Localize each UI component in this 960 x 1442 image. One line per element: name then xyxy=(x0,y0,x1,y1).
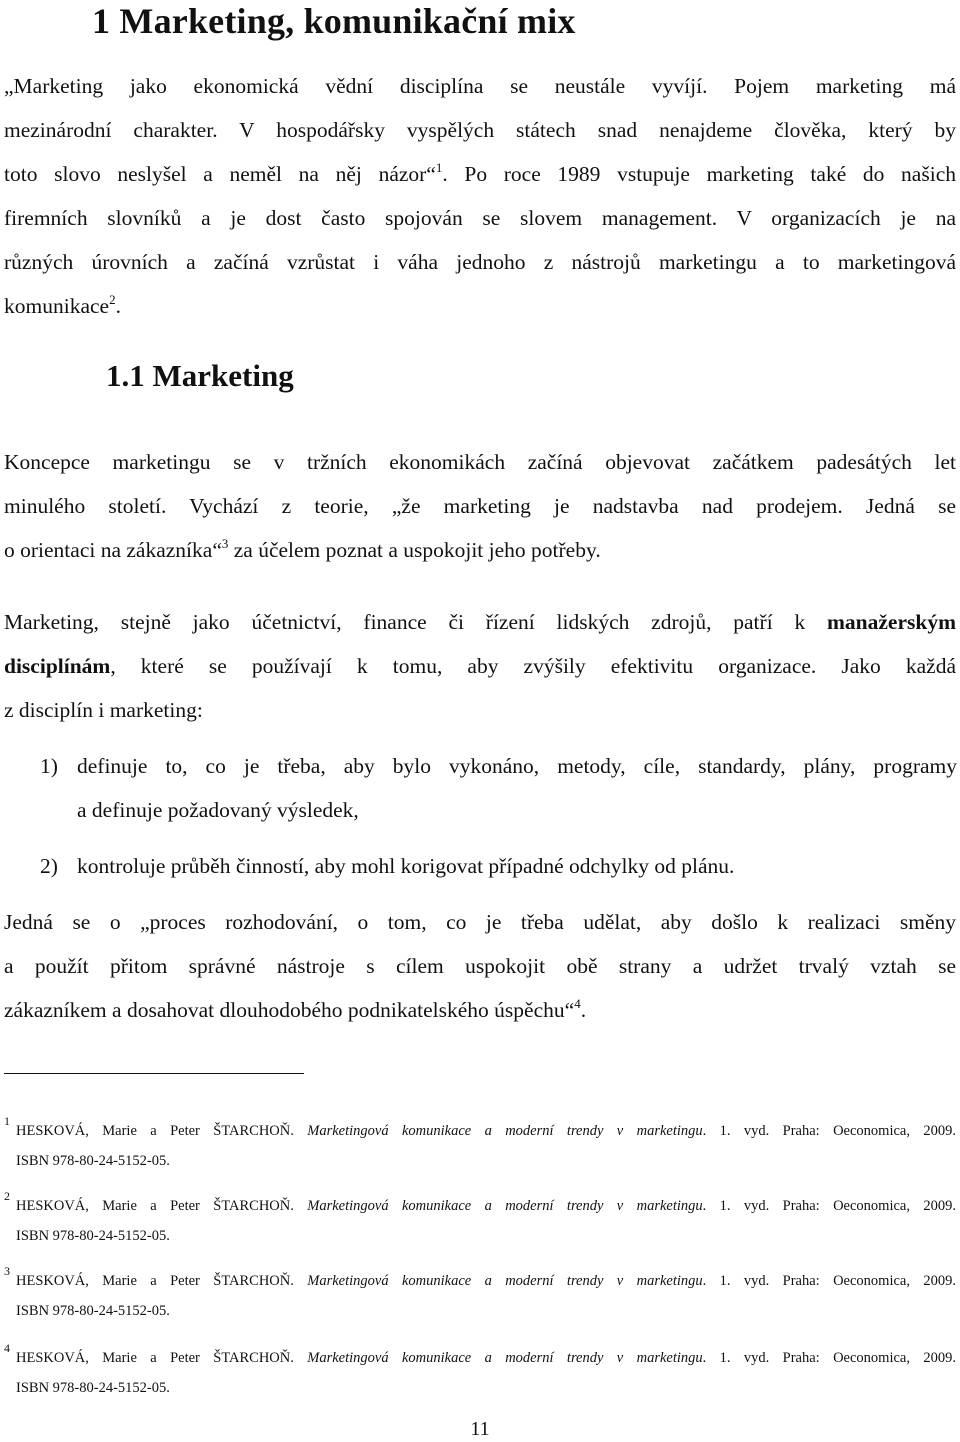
text-line: Koncepce marketingu se v tržních ekonomikách začíná objevovat začátkem padesátých let xyxy=(4,450,956,474)
text-line xyxy=(4,152,956,196)
footnote-isbn: ISBN 978-80-24-5152-05. xyxy=(16,1228,170,1244)
list-number: 2) xyxy=(40,854,58,878)
text-segment: komunikace xyxy=(4,294,110,318)
text-line: firemních slovníků a je dost často spojován se slovem management. V organizacích je na xyxy=(4,206,956,230)
text-segment: toto slovo neslyšel a neměl na něj názor“ xyxy=(4,162,436,186)
text-line: různých úrovních a začíná vzrůstat i váha jednoho z nástrojů marketingu a to marketingová xyxy=(4,250,956,274)
paragraph-disciplines xyxy=(4,600,956,732)
footnote-authors: HESKOVÁ, Marie a Peter ŠTARCHOŇ. xyxy=(16,1123,308,1139)
footnote-separator xyxy=(4,1073,304,1074)
page-number: 11 xyxy=(470,1418,490,1440)
paragraph-intro xyxy=(4,64,956,328)
footnote-title: Marketingová komunikace a moderní trendy v marketingu xyxy=(307,1198,703,1214)
paragraph-definition xyxy=(4,900,956,1032)
list-number: 1) xyxy=(40,754,58,778)
text-line xyxy=(4,284,956,328)
text-line xyxy=(4,528,956,572)
footnote-isbn: ISBN 978-80-24-5152-05. xyxy=(16,1303,170,1319)
list-text xyxy=(77,744,957,832)
footnote-title: Marketingová komunikace a moderní trendy v marketingu xyxy=(307,1350,703,1366)
text-segment: , které se používají k tomu, aby zvýšily efektivitu organizace. Jako každá xyxy=(110,654,956,678)
footnote-citation xyxy=(16,1191,956,1221)
text-line: Jedná se o „proces rozhodování, o tom, co je třeba udělat, aby došlo k realizaci směny xyxy=(4,910,956,934)
footnote-citation xyxy=(16,1266,956,1296)
text-line: minulého století. Vychází z teorie, „že marketing je nadstavba nad prodejem. Jedná se xyxy=(4,494,956,518)
footnote-authors: HESKOVÁ, Marie a Peter ŠTARCHOŇ. xyxy=(16,1198,308,1214)
text-line: kontroluje průběh činností, aby mohl korigovat případné odchylky od plánu. xyxy=(77,854,735,878)
footnote-title: Marketingová komunikace a moderní trendy v marketingu xyxy=(307,1273,703,1289)
footnote-publisher: . 1. vyd. Praha: Oeconomica, 2009. xyxy=(702,1123,956,1139)
footnote-ref: 4 xyxy=(574,996,581,1011)
paragraph-concept xyxy=(4,440,956,572)
footnote-authors: HESKOVÁ, Marie a Peter ŠTARCHOŇ. xyxy=(16,1273,308,1289)
text-line: definuje to, co je třeba, aby bylo vykonáno, metody, cíle, standardy, plány, programy xyxy=(77,754,957,778)
text-segment: za účelem poznat a uspokojit jeho potřeby. xyxy=(228,538,601,562)
footnote-number: 3 xyxy=(4,1264,10,1278)
text-line: z disciplín i marketing: xyxy=(4,698,203,722)
text-line xyxy=(4,988,956,1032)
footnote-isbn: ISBN 978-80-24-5152-05. xyxy=(16,1380,170,1396)
footnote-number: 1 xyxy=(4,1114,10,1128)
text-line: mezinárodní charakter. V hospodářsky vyspělých státech snad nenajdeme člověka, který by xyxy=(4,118,956,142)
text-segment: zákazníkem a dosahovat dlouhodobého podnikatelského úspěchu“ xyxy=(4,998,575,1022)
footnote-citation xyxy=(16,1116,956,1146)
text-line: „Marketing jako ekonomická vědní disciplína se neustále vyvíjí. Pojem marketing má xyxy=(4,74,956,98)
footnote-number: 4 xyxy=(4,1341,10,1355)
footnote-publisher: . 1. vyd. Praha: Oeconomica, 2009. xyxy=(702,1350,956,1366)
bold-text: disciplínám xyxy=(4,654,111,678)
footnote-authors: HESKOVÁ, Marie a Peter ŠTARCHOŇ. xyxy=(16,1350,308,1366)
text-segment: Marketing, stejně jako účetnictví, finance či řízení lidských zdrojů, patří k xyxy=(4,610,828,634)
text-line: a použít přitom správné nástroje s cílem uspokojit obě strany a udržet trvalý vztah se xyxy=(4,954,956,978)
footnote-publisher: . 1. vyd. Praha: Oeconomica, 2009. xyxy=(702,1198,956,1214)
section-title: 1.1 Marketing xyxy=(106,358,294,393)
footnote-ref: 1 xyxy=(435,160,443,175)
footnote-ref: 3 xyxy=(221,536,229,551)
text-line xyxy=(4,600,956,644)
text-segment: . xyxy=(580,998,587,1022)
text-line: a definuje požadovaný výsledek, xyxy=(77,798,359,822)
footnote-isbn: ISBN 978-80-24-5152-05. xyxy=(16,1153,170,1169)
chapter-title: 1 Marketing, komunikační mix xyxy=(92,1,576,41)
list-text xyxy=(77,844,957,888)
text-line xyxy=(4,644,956,688)
footnote-title: Marketingová komunikace a moderní trendy v marketingu xyxy=(307,1123,703,1139)
text-segment: o orientaci na zákazníka“ xyxy=(4,538,222,562)
text-segment: . Po roce 1989 vstupuje marketing také do našich xyxy=(442,162,956,186)
footnote-publisher: . 1. vyd. Praha: Oeconomica, 2009. xyxy=(702,1273,956,1289)
bold-text: manažerským xyxy=(827,610,956,634)
footnote-citation xyxy=(16,1343,956,1373)
footnote-number: 2 xyxy=(4,1189,10,1203)
footnote-ref: 2 xyxy=(109,292,116,307)
text-segment: . xyxy=(115,294,121,318)
